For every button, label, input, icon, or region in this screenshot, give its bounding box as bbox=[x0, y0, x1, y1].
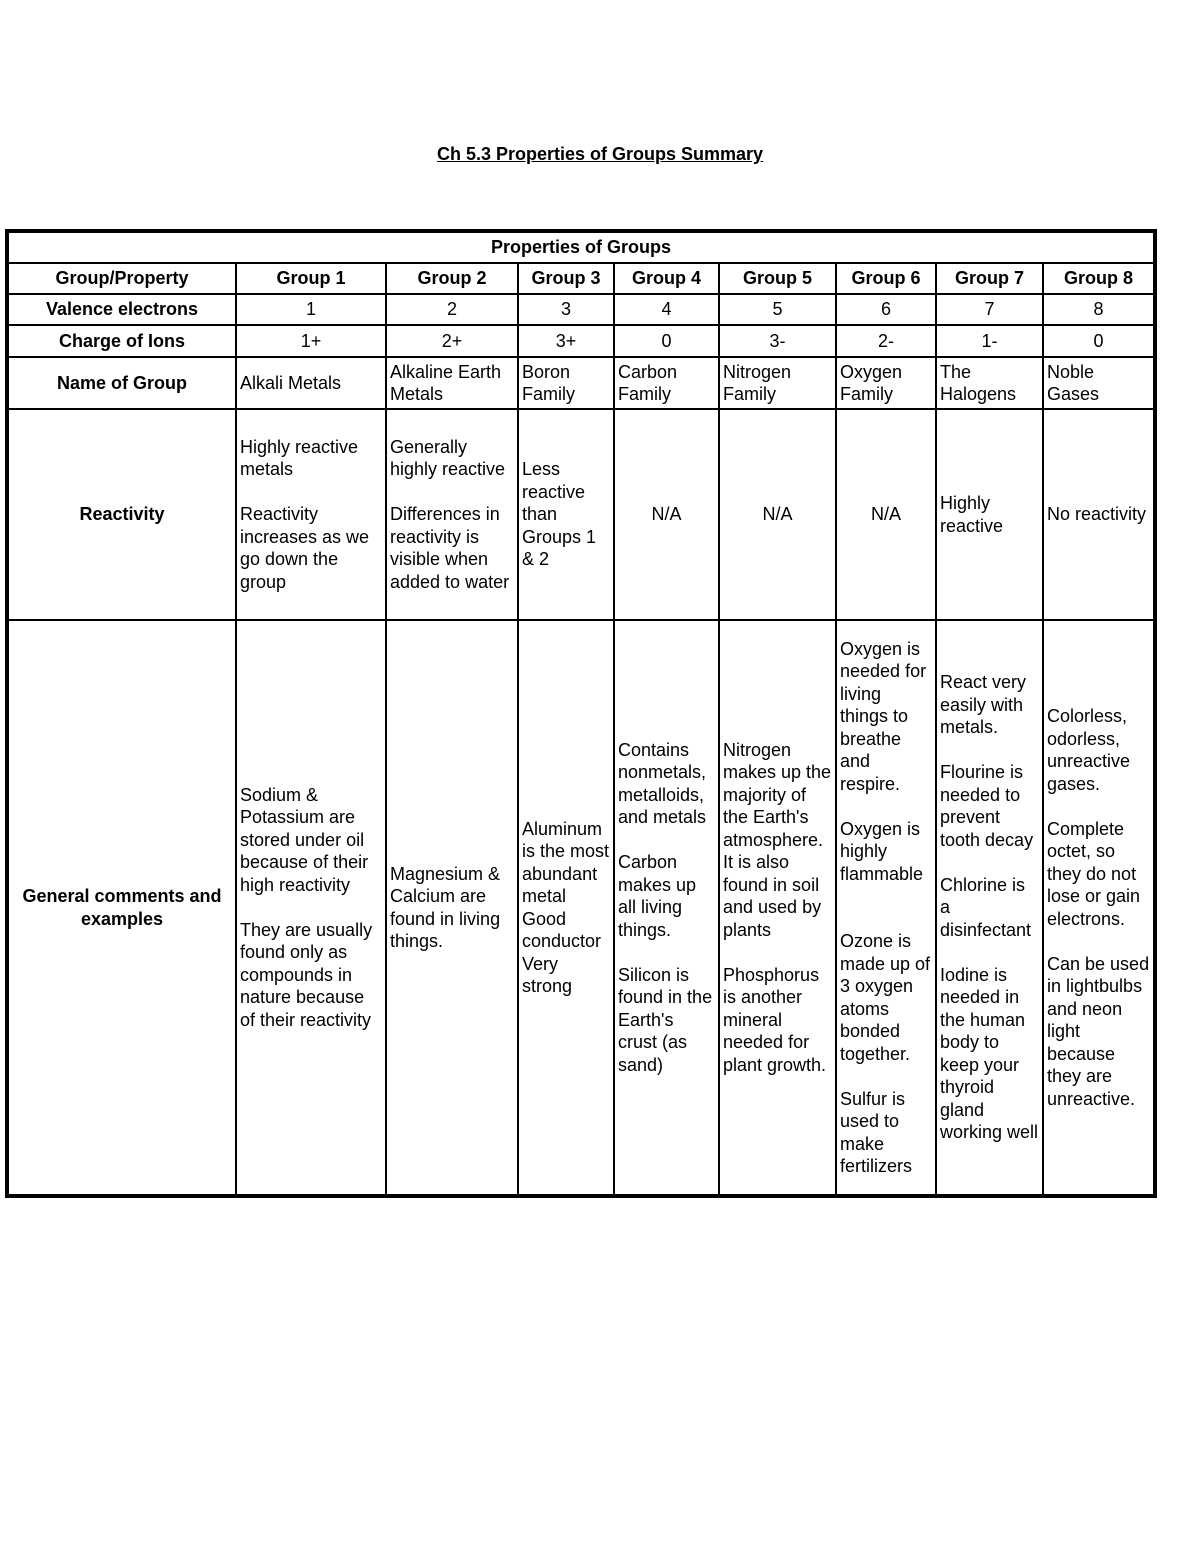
header-cell: Group 8 bbox=[1043, 263, 1155, 294]
table-cell: Generally highly reactive Differences in reactivity is visible when added to water bbox=[386, 409, 518, 620]
table-cell: 2 bbox=[386, 294, 518, 325]
table-cell: 8 bbox=[1043, 294, 1155, 325]
header-cell: Group 2 bbox=[386, 263, 518, 294]
table-cell: Boron Family bbox=[518, 357, 614, 409]
table-cell: Sodium & Potassium are stored under oil because of their high reactivity They are usually found only as compounds in nature because of their reactivity bbox=[236, 620, 386, 1196]
document-title: Ch 5.3 Properties of Groups Summary bbox=[436, 144, 764, 164]
table-cell: Nitrogen Family bbox=[719, 357, 836, 409]
reactivity-row bbox=[7, 409, 1155, 620]
table-cell: Oxygen is needed for living things to breathe and respire. Oxygen is highly flammable Ozone is made up of 3 oxygen atoms bonded together. Sulfur is used to make fertilizers bbox=[836, 620, 936, 1196]
table-cell: 0 bbox=[1043, 325, 1155, 357]
table-cell: Alkali Metals bbox=[236, 357, 386, 409]
properties-table bbox=[5, 229, 1157, 1198]
table-cell: Magnesium & Calcium are found in living things. bbox=[386, 620, 518, 1196]
table-cell: No reactivity bbox=[1043, 409, 1155, 620]
row-label: Name of Group bbox=[7, 357, 236, 409]
table-cell: 1+ bbox=[236, 325, 386, 357]
table-cell: Noble Gases bbox=[1043, 357, 1155, 409]
table-cell: 3+ bbox=[518, 325, 614, 357]
table-cell: 1- bbox=[936, 325, 1043, 357]
group-name-row bbox=[7, 357, 1155, 409]
table-cell: Carbon Family bbox=[614, 357, 719, 409]
table-cell: Oxygen Family bbox=[836, 357, 936, 409]
table-cell: Nitrogen makes up the majority of the Earth's atmosphere. It is also found in soil and used by plants Phosphorus is another mineral needed for plant growth. bbox=[719, 620, 836, 1196]
table-cell: Highly reactive bbox=[936, 409, 1043, 620]
header-cell: Group 6 bbox=[836, 263, 936, 294]
header-cell: Group 7 bbox=[936, 263, 1043, 294]
header-cell: Group 3 bbox=[518, 263, 614, 294]
header-row bbox=[7, 263, 1155, 294]
table-cell: 6 bbox=[836, 294, 936, 325]
table-cell: 5 bbox=[719, 294, 836, 325]
table-cell: 3 bbox=[518, 294, 614, 325]
table-cell: N/A bbox=[614, 409, 719, 620]
table-cell: Aluminum is the most abundant metal Good conductor Very strong bbox=[518, 620, 614, 1196]
table-title: Properties of Groups bbox=[7, 231, 1155, 263]
row-label: General comments and examples bbox=[7, 620, 236, 1196]
table-cell: Contains nonmetals, metalloids, and metals Carbon makes up all living things. Silicon is found in the Earth's crust (as sand) bbox=[614, 620, 719, 1196]
header-cell: Group 5 bbox=[719, 263, 836, 294]
row-label: Reactivity bbox=[7, 409, 236, 620]
table-cell: 7 bbox=[936, 294, 1043, 325]
header-cell: Group 1 bbox=[236, 263, 386, 294]
header-cell: Group 4 bbox=[614, 263, 719, 294]
table-cell: 2- bbox=[836, 325, 936, 357]
table-cell: N/A bbox=[719, 409, 836, 620]
row-label: Charge of Ions bbox=[7, 325, 236, 357]
table-cell: 1 bbox=[236, 294, 386, 325]
table-cell: Alkaline Earth Metals bbox=[386, 357, 518, 409]
valence-row bbox=[7, 294, 1155, 325]
table-cell: Colorless, odorless, unreactive gases. Complete octet, so they do not lose or gain electrons. Can be used in lightbulbs and neon light because they are unreactive. bbox=[1043, 620, 1155, 1196]
row-label: Valence electrons bbox=[7, 294, 236, 325]
table-cell: 3- bbox=[719, 325, 836, 357]
table-cell: 0 bbox=[614, 325, 719, 357]
table-cell: 4 bbox=[614, 294, 719, 325]
table-cell: Less reactive than Groups 1 & 2 bbox=[518, 409, 614, 620]
comments-row bbox=[7, 620, 1155, 1196]
table-cell: Highly reactive metals Reactivity increases as we go down the group bbox=[236, 409, 386, 620]
table-cell: React very easily with metals. Flourine is needed to prevent tooth decay Chlorine is a disinfectant Iodine is needed in the human body to keep your thyroid gland working well bbox=[936, 620, 1043, 1196]
table-cell: The Halogens bbox=[936, 357, 1043, 409]
charge-row bbox=[7, 325, 1155, 357]
table-cell: 2+ bbox=[386, 325, 518, 357]
table-cell: N/A bbox=[836, 409, 936, 620]
header-cell: Group/Property bbox=[7, 263, 236, 294]
